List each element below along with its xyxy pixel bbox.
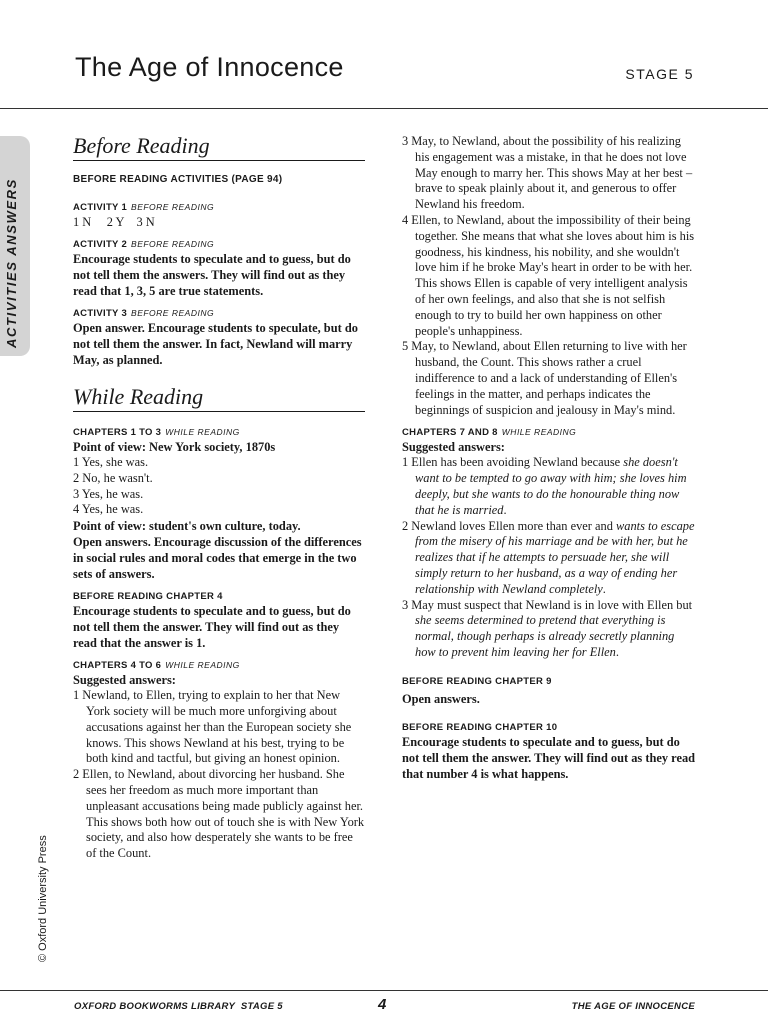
left-column: [73, 132, 365, 862]
ch1to3-pov1: Point of view: New York society, 1870s: [73, 440, 276, 454]
activity3-label: ACTIVITY 3 BEFORE READING: [73, 308, 215, 319]
list-item: 2 Ellen, to Newland, about divorcing her husband. She sees her freedom as much more important than unpleasant accusations being made publicly against her. This shows both how out of touch she is with New York society, and also how desperately she wants to be free of the Count.: [73, 767, 365, 861]
page-title: The Age of Innocence: [75, 52, 344, 82]
ch1to3-open: Open answers. Encourage discussion of the differences in social rules and moral codes that emerge in the two sets of answers.: [73, 535, 362, 582]
footer-book-title: THE AGE OF INNOCENCE: [571, 1001, 695, 1012]
stage-label: STAGE 5: [625, 66, 694, 82]
before-reading-subheading: BEFORE READING ACTIVITIES (PAGE 94): [73, 174, 283, 185]
list-item: 3 Yes, he was.: [73, 486, 144, 501]
list-item: 4 Yes, he was.: [73, 502, 144, 517]
list-item: 3 May, to Newland, about the possibility of his realizing his engagement was a mistake, in that he does not love May enough to marry her. This shows May at her best – brave to speak plainly about it, and generous to offer Newland his freedom.: [402, 134, 693, 212]
list-item: 4 Ellen, to Newland, about the impossibility of their being together. She means that what she loves about him is his goodness, his kindness, his nobility, and she wouldn't love him if he broke May's heart in order to be with her. This shows Ellen is capable of very intelligent analysis of her own feelings, and also that she is not selfish enough to try to build her own happiness on other people's unhappiness.: [402, 212, 695, 338]
copyright-notice: © Oxford University Press: [37, 835, 49, 962]
page-number: 4: [378, 996, 387, 1013]
side-tab-label: ACTIVITIES ANSWERS: [4, 178, 19, 348]
list-item: 5 May, to Newland, about Ellen returning to live with her husband, the Count. This shows rather a cruel indifference to and a lack of understanding of Ellen's feelings in the matter, and perhaps indicates the beginnings of suspicion and jealousy in May's mind.: [402, 339, 687, 417]
while-reading-heading: While Reading: [73, 383, 365, 412]
list-item: 2 Newland loves Ellen more than ever and wants to escape from the misery of his marriage and be with her, but he realizes that if he attempts to persuade her, she will simply return to her husband, as a way of ending her relationship with Newland completely.: [402, 518, 695, 596]
activity1-label: ACTIVITY 1 BEFORE READING: [73, 202, 215, 213]
activity3-text: Open answer. Encourage students to speculate, but do not tell them the answer. In fact, Newland will marry May, as planned.: [73, 321, 358, 367]
ch7and8-label: CHAPTERS 7 AND 8 WHILE READING: [402, 427, 577, 439]
ch4to6-label: CHAPTERS 4 TO 6 WHILE READING: [73, 660, 240, 672]
activity2-label: ACTIVITY 2 BEFORE READING: [73, 239, 215, 250]
ch4to6-intro: Suggested answers:: [73, 673, 176, 688]
brc10-label: BEFORE READING CHAPTER 10: [402, 721, 558, 733]
brc4-text: Encourage students to speculate and to guess, but do not tell them the answer. They will find out as they read that the answer is 1.: [73, 604, 351, 651]
activity1-answers: 1 N 2 Y 3 N: [73, 215, 155, 229]
ch1to3-pov2: Point of view: student's own culture, today.: [73, 519, 301, 534]
footer-series: OXFORD BOOKWORMS LIBRARY STAGE 5: [74, 1001, 283, 1012]
right-column: [402, 134, 698, 782]
list-item: 1 Yes, she was.: [73, 455, 149, 469]
brc10-text: Encourage students to speculate and to guess, but do not tell them the answer. They will find out as they read that number 4 is what happens.: [402, 734, 696, 781]
footer-divider: [0, 990, 768, 991]
ch7and8-intro: Suggested answers:: [402, 440, 505, 455]
activity2-text: Encourage students to speculate and to guess, but do not tell them the answers. They will find out as they read that 1, 3, 5 are true statements.: [73, 252, 351, 298]
before-reading-heading: Before Reading: [73, 132, 365, 161]
brc9-label: BEFORE READING CHAPTER 9: [402, 675, 552, 687]
brc4-label: BEFORE READING CHAPTER 4: [73, 591, 223, 603]
list-item: 3 May must suspect that Newland is in love with Ellen but she seems determined to pretend that everything is normal, though perhaps is already secretly planning how to prevent him leaving her for Ellen.: [402, 597, 693, 659]
list-item: 1 Newland, to Ellen, trying to explain to her that New York society will be much more unforgiving about accusations against her than the European society she knows. This shows Newland at his best, trying to be both kind and tactful, but giving an honest opinion.: [73, 688, 352, 766]
brc9-text: Open answers.: [402, 691, 480, 706]
ch1to3-label: CHAPTERS 1 TO 3 WHILE READING: [73, 427, 240, 438]
header-divider: [0, 108, 768, 109]
list-item: 2 No, he wasn't.: [73, 470, 153, 485]
list-item: 1 Ellen has been avoiding Newland because she doesn't want to be tempted to go away with him; she loves him deeply, but she wants to do the honourable thing now that he is married.: [402, 455, 687, 517]
